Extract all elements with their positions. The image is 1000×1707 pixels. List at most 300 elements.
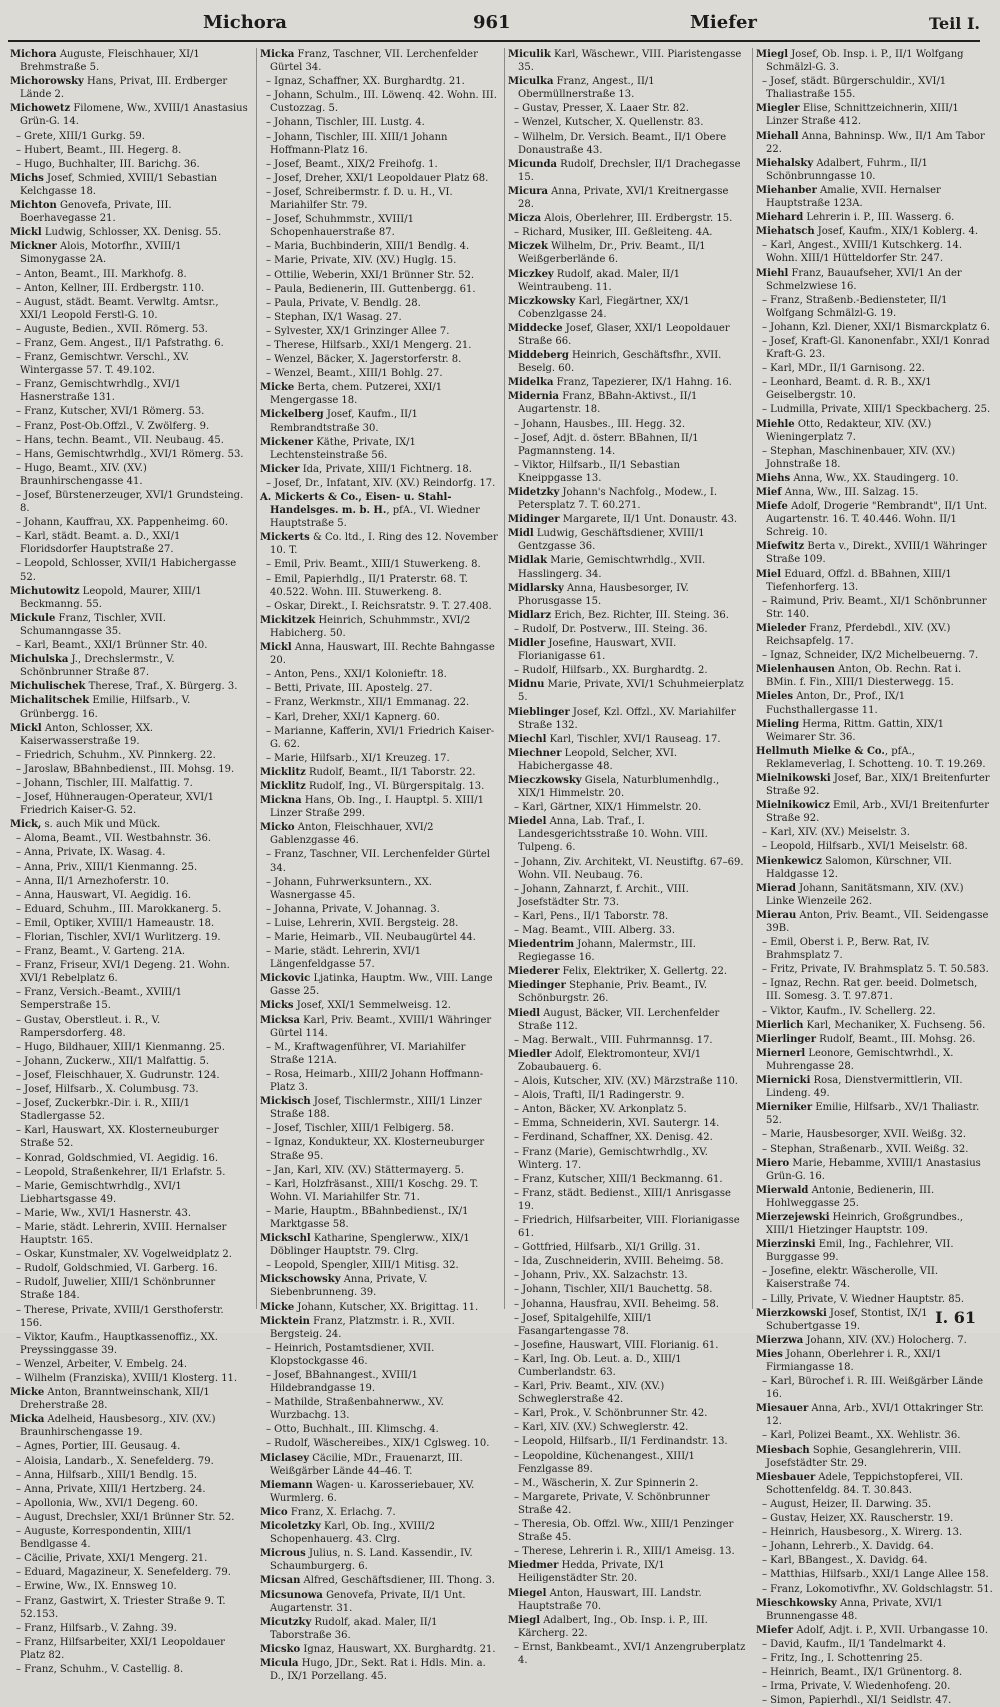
entry-details: Therese, Traf., X. Bürgerg. 3. [85, 681, 238, 693]
entry-details: Marie, Private, XVI/1 Schuhmeierplatz 5. [518, 679, 744, 704]
directory-entry [260, 48, 498, 74]
directory-entry [756, 1157, 994, 1183]
entry-details: – Betti, Private, III. Apostelg. 27. [266, 683, 433, 695]
directory-entry [508, 1614, 746, 1640]
entry-details: – Karl, Pens., II/1 Taborstr. 78. [514, 910, 669, 922]
directory-entry [756, 75, 994, 101]
directory-entry [10, 1386, 248, 1412]
directory-entry [10, 1663, 248, 1676]
directory-entry [508, 48, 746, 74]
directory-entry [260, 1164, 498, 1177]
directory-entry [756, 239, 994, 265]
directory-entry [508, 1587, 746, 1613]
entry-surname: Micura [508, 185, 548, 197]
entry-details: – Heinrich, Beamt., IX/1 Grünentorg. 8. [762, 1667, 963, 1679]
entry-details: – Marie, Ww., XVI/1 Hasnerstr. 43. [16, 1207, 192, 1219]
entry-surname: Mickl [10, 227, 42, 239]
entry-surname: Miehle [756, 418, 795, 430]
entry-surname: Mierzejewski [756, 1211, 830, 1223]
directory-entry [508, 1491, 746, 1517]
directory-entry [756, 1680, 994, 1693]
entry-details: – Erwine, Ww., IX. Ennsweg 10. [16, 1581, 177, 1593]
entry-details: Hugo, JDr., Sekt. Rat i. Hdls. Min. a. D., IX/1 Porzellang. 45. [270, 1657, 486, 1683]
directory-entry [10, 1166, 248, 1179]
entry-surname: Mief [756, 487, 782, 498]
entry-details: – Ignaz, Schneider, IX/2 Michelbeuerng. 7. [762, 650, 979, 662]
directory-entry [260, 573, 498, 599]
directory-entry [10, 420, 248, 433]
directory-entry [10, 199, 248, 225]
directory-entry [508, 582, 746, 608]
entry-details: – Franz, Gemischtwr. Verschl., XV. Wintergasse 57. T. 49.102. [16, 352, 189, 377]
entry-details: Antonie, Bedienerin, III. Hohlweggasse 25. [766, 1184, 935, 1209]
directory-entry [508, 527, 746, 553]
entry-surname: Mieleder [756, 622, 807, 634]
entry-surname: Miefe [756, 501, 788, 513]
directory-entry [508, 486, 746, 512]
directory-entry [756, 1638, 994, 1651]
entry-surname: Midinger [508, 514, 560, 526]
directory-entry [508, 678, 746, 704]
directory-entry [10, 1221, 248, 1247]
entry-details: – Marie, städt. Lehrerin, XVI/1 Längenfeldgasse 57. [266, 946, 422, 971]
directory-entry [10, 557, 248, 583]
directory-entry [508, 815, 746, 854]
entry-surname: Mielnikowski [756, 772, 831, 784]
entry-details: Marie, Gemischtwrhdlg., XVII. Hasslingerg. 34. [518, 555, 706, 580]
directory-entry [10, 1469, 248, 1482]
directory-entry [756, 294, 994, 320]
page-footer: I. 61 [935, 1308, 976, 1327]
directory-entry [508, 883, 746, 909]
entry-details: Wagen- u. Karosseriebauer, XV. Wurmlerg. 6. [270, 1479, 475, 1504]
directory-entry [756, 1597, 994, 1623]
directory-entry [508, 1269, 746, 1282]
entry-details: – Emil, Priv. Beamt., XIII/1 Stuwerkeng. 8. [266, 559, 481, 571]
directory-entry [10, 240, 248, 266]
entry-details: – Franz, Straßenb.-Bediensteter, II/1 Wolfgang Schmälzl-G. 19. [762, 294, 948, 319]
entry-details: Rudolf, Beamt., III. Mohsg. 26. [816, 1033, 976, 1045]
entry-details: Ljatinka, Hauptm. Ww., VIII. Lange Gasse 25. [270, 973, 493, 998]
entry-details: – Josef, städt. Bürgerschuldir., XVI/1 Thaliastraße 155. [762, 76, 947, 101]
entry-details: – Fritz, Ing., I. Schottenring 25. [762, 1652, 923, 1664]
entry-details: – Johanna, Private, V. Johannag. 3. [266, 903, 440, 915]
entry-details: – Eduard, Magazineur, X. Senefelderg. 79. [16, 1567, 231, 1579]
entry-details: – Franz, Werkmstr., XII/1 Emmanag. 22. [266, 697, 470, 709]
entry-details: – Heinrich, Hausbesorg., X. Wirerg. 13. [762, 1527, 963, 1539]
directory-entry [756, 1375, 994, 1401]
entry-details: Karl, Fiegärtner, XX/1 Cobenzlgasse 24. [518, 295, 690, 320]
entry-details: Anton, Priv. Beamt., VII. Seidengasse 39B. [766, 909, 989, 934]
directory-entry [260, 1041, 498, 1067]
entry-details: – Franz, Lokomotivfhr., XV. Goldschlagstr. 51. [762, 1583, 993, 1595]
directory-entry [260, 325, 498, 338]
directory-entry [260, 408, 498, 434]
entry-details: Adele, Teppichstopferei, VII. Schottenfeldg. 84. T. 30.843. [766, 1471, 964, 1496]
directory-entry [260, 558, 498, 571]
entry-details: – Karl, Ing. Ob. Leut. a. D., XIII/1 Cumberlandstr. 63. [514, 1353, 682, 1378]
entry-details: – August, städt. Beamt. Verwltg. Amtsr., XXI/1 Leopold Ferstl-G. 10. [16, 296, 219, 321]
directory-entry [756, 745, 994, 771]
entry-surname: Midlarz [508, 609, 552, 621]
directory-entry [260, 641, 498, 667]
entry-details: Anna, Bahninsp. Ww., II/1 Am Tabor 22. [766, 130, 985, 155]
directory-entry [10, 986, 248, 1012]
entry-details: Emil, Ing., Fachlehrer, VII. Burggasse 99. [766, 1239, 954, 1264]
entry-surname: Miel [756, 568, 782, 580]
entry-details: Eduard, Offzl. d. BBahnen, XIII/1 Tiefenhorferg. 13. [766, 568, 952, 593]
directory-entry [10, 282, 248, 295]
entry-details: – Therese, Hilfsarb., XXI/1 Mengerg. 21. [266, 339, 472, 351]
entry-details: – Karl, Angest., XVIII/1 Kutschkerg. 14. Wohn. XIII/1 Hütteldorfer Str. 247. [762, 240, 963, 265]
directory-entry [10, 1180, 248, 1206]
directory-entry [260, 876, 498, 902]
entry-details: – Ferdinand, Schaffner, XX. Denisg. 42. [514, 1132, 713, 1144]
directory-entry [756, 799, 994, 825]
directory-entry [10, 1304, 248, 1330]
entry-details: – Johann, Tischler, III. Malfattig. 7. [16, 777, 193, 789]
directory-entry [10, 777, 248, 790]
part-label: Teil I. [928, 14, 980, 33]
directory-entry [10, 791, 248, 817]
entry-details: Margarete, II/1 Unt. Donaustr. 43. [559, 514, 738, 526]
directory-entry [508, 349, 746, 375]
directory-entry [10, 612, 248, 638]
directory-entry [260, 725, 498, 751]
entry-details: Filomene, Ww., XVIII/1 Anastasius Grün-G. 14. [20, 103, 248, 128]
directory-entry [756, 1402, 994, 1428]
directory-entry [260, 116, 498, 129]
directory-entry [260, 1574, 498, 1587]
entry-details: Karl, Ob. Ing., XVIII/2 Schopenhauerg. 43. Clrg. [270, 1521, 435, 1546]
entry-details: – Wilhelm, Dr. Versich. Beamt., II/1 Obere Donaustraße 43. [514, 131, 727, 156]
directory-entry [260, 972, 498, 998]
entry-details: Karl, Wäschewr., VIII. Piaristengasse 35. [518, 49, 742, 74]
entry-details: – Karl, XIV. (XV.) Meiselstr. 3. [762, 827, 910, 839]
directory-entry [10, 172, 248, 198]
directory-entry [10, 917, 248, 930]
entry-details: Rudolf, akad. Maler, II/1 Taborstraße 36. [270, 1616, 438, 1641]
entry-details: – M., Wäscherin, X. Zur Spinnerin 2. [514, 1477, 699, 1489]
entry-details: Julius, n. S. Land. Kassendir., IV. Schaumburgerg. 6. [270, 1548, 473, 1573]
entry-details: – Johanna, Hausfrau, XVII. Beheimg. 58. [514, 1298, 719, 1310]
directory-entry [260, 600, 498, 613]
entry-surname: Mierzkowski [756, 1307, 827, 1319]
directory-entry [260, 1520, 498, 1546]
entry-details: Sophie, Gesanglehrerin, VIII. Josefstädter Str. 29. [766, 1444, 962, 1469]
directory-entry [756, 1293, 994, 1306]
entry-details: Franz, Tischler, XVII. Schumanngasse 35. [20, 612, 166, 637]
entry-surname: Micsko [260, 1643, 301, 1655]
entry-details: – Fritz, Private, IV. Brahmsplatz 5. T. 50.583. [762, 964, 989, 976]
entry-details: – Alois, Traftl, II/1 Radingerstr. 9. [514, 1090, 685, 1102]
column-1 [10, 48, 248, 1675]
entry-details: Amalie, XVII. Hernalser Hauptstraße 123A. [766, 184, 941, 210]
directory-entry [10, 1248, 248, 1261]
directory-entry [756, 1666, 994, 1679]
entry-details: Adolf, Drogerie "Rembrandt", II/1 Unt. Augartenstr. 16. T. 40.446. Wohn. II/1 Schreig. 10. [766, 501, 988, 539]
entry-details: Erich, Bez. Richter, III. Steing. 36. [551, 609, 729, 621]
directory-entry [10, 875, 248, 888]
entry-details: – Therese, Lehrerin i. R., XIII/1 Ameisg. 13. [514, 1546, 735, 1558]
directory-entry [260, 1396, 498, 1422]
entry-details: – Ernst, Bankbeamt., XVI/1 Anzengruberplatz 4. [514, 1641, 746, 1666]
entry-details: – Oskar, Kunstmaler, XV. Vogelweidplatz 2. [16, 1249, 232, 1261]
directory-entry [508, 185, 746, 211]
directory-entry [10, 226, 248, 239]
entry-details: – Stephan, Maschinenbauer, XIV. (XV.) Johnstraße 18. [762, 445, 956, 470]
entry-details: Herma, Rittm. Gattin, XIX/1 Weimarer Str. 36. [766, 718, 945, 743]
directory-entry [756, 649, 994, 662]
entry-details: – Maria, Buchbinderin, XIII/1 Bendlg. 4. [266, 241, 470, 253]
entry-details: – Franz, Versich.-Beamt., XVIII/1 Semperstraße 15. [16, 987, 183, 1012]
entry-details: Adalbert, Fuhrm., II/1 Schönbrunngasse 10. [766, 157, 928, 182]
entry-surname: Midlak [508, 555, 548, 567]
entry-details: Anton, Fleischhauer, XVI/2 Gablenzgasse 46. [270, 822, 434, 847]
directory-entry [756, 855, 994, 881]
directory-entry [508, 1241, 746, 1254]
entry-surname: Miegl [508, 1614, 541, 1626]
entry-surname: Micktein [260, 1315, 310, 1327]
entry-surname: Micunda [508, 158, 557, 170]
entry-details: Josef, XXI/1 Semmelweisg. 12. [293, 1000, 451, 1012]
directory-entry [10, 489, 248, 515]
entry-surname: Michs [10, 172, 44, 184]
directory-entry [756, 568, 994, 594]
entry-surname: Miechner [508, 747, 562, 759]
entry-details: Franz, Platzmstr. i. R., XVII. Bergsteig. 24. [270, 1315, 455, 1340]
entry-details: – Josef, Spitalgehilfe, XIII/1 Fasangartengasse 78. [514, 1312, 653, 1337]
entry-details: Ludwig, Schlosser, XX. Denisg. 55. [41, 227, 222, 239]
directory-entry [508, 1214, 746, 1240]
directory-entry [10, 296, 248, 322]
entry-surname: Micklitz [260, 780, 306, 792]
entry-details: Anna, Lab. Traf., I. Landesgerichtsstraße 10. Wohn. VIII. Tulpeng. 6. [518, 816, 708, 854]
entry-details: Anna, Hauswart, III. Rechte Bahngasse 20. [270, 642, 495, 667]
entry-surname: Miegel [508, 1587, 547, 1599]
entry-details: – Josef, Zuckerbkr.-Dir. i. R., XIII/1 Stadlergasse 52. [16, 1098, 190, 1123]
entry-details: Franz, X. Erlachg. 7. [287, 1506, 396, 1518]
directory-entry [10, 1207, 248, 1220]
directory-entry [508, 1477, 746, 1490]
entry-details: – Franz (Marie), Gemischtwrhdlg., XV. Winterg. 17. [514, 1146, 708, 1171]
directory-entry [10, 1083, 248, 1096]
entry-details: Karl, Tischler, XVI/1 Rauseag. 17. [546, 733, 721, 745]
entry-details: Karl, Mechaniker, X. Fuchseng. 56. [803, 1019, 986, 1031]
directory-entry [10, 434, 248, 447]
entry-details: – Franz, Friseur, XVI/1 Degeng. 21. Wohn. XVI/1 Rebelplatz 6. [16, 960, 230, 985]
entry-details: Anna, Private, XVI/1 Brunnengasse 48. [766, 1597, 944, 1622]
entry-details: Rudolf, Ing., VI. Bürgerspitalg. 13. [305, 780, 485, 792]
directory-entry [508, 938, 746, 964]
directory-entry [260, 1547, 498, 1573]
directory-entry [10, 653, 248, 679]
directory-entry [508, 924, 746, 937]
entry-details: – Rosa, Heimarb., XIII/2 Johann Hoffmann-Platz 3. [266, 1068, 484, 1094]
directory-entry [756, 1334, 994, 1347]
directory-entry [260, 1342, 498, 1368]
entry-details: – Leonhard, Beamt. d. R. B., XX/1 Geiselbergstr. 10. [762, 377, 932, 402]
entry-surname: A. Mickerts & Co., Eisen- u. Stahl-Handelsges. m. b. H. [260, 492, 452, 517]
directory-entry [10, 945, 248, 958]
directory-entry [260, 367, 498, 380]
entry-surname: Mielenhausen [756, 664, 835, 676]
entry-surname: Mickisch [260, 1096, 311, 1108]
directory-entry [10, 889, 248, 902]
directory-entry [756, 1694, 994, 1707]
entry-details: Karl, Priv. Beamt., XVIII/1 Währinger Gürtel 114. [270, 1014, 492, 1039]
directory-entry [260, 213, 498, 239]
entry-details: – Josef, Fleischhauer, X. Gudrunstr. 124. [16, 1069, 220, 1081]
entry-surname: Mieling [756, 718, 800, 730]
entry-surname: Micoletzky [260, 1521, 321, 1533]
directory-entry [10, 680, 248, 693]
entry-surname: Miesbauer [756, 1471, 816, 1483]
entry-details: – Rudolf, Hilfsarb., XX. Burghardtg. 2. [514, 665, 708, 677]
entry-details: Adolf, Elektromonteur, XVI/1 Zobaubauerg. 6. [518, 1048, 702, 1073]
directory-entry [260, 696, 498, 709]
entry-surname: Michowetz [10, 103, 71, 115]
entry-surname: Miernerl [756, 1047, 806, 1059]
directory-entry [508, 513, 746, 526]
directory-entry [10, 1069, 248, 1082]
directory-entry [10, 903, 248, 916]
entry-surname: Mickule [10, 612, 56, 624]
directory-entry [756, 102, 994, 128]
entry-surname: Midlarsky [508, 582, 564, 594]
directory-entry [260, 917, 498, 930]
directory-entry [508, 75, 746, 101]
entry-surname: Miedl [508, 1007, 541, 1019]
entry-details: – Florian, Tischler, XVI/1 Wurlitzerg. 19. [16, 932, 221, 943]
directory-entry [10, 323, 248, 336]
directory-entry [756, 130, 994, 156]
entry-details: – Josef, Hilfsarb., X. Columbusg. 73. [16, 1084, 199, 1096]
directory-entry [10, 861, 248, 874]
directory-entry [756, 540, 994, 566]
directory-entry [508, 1173, 746, 1186]
entry-surname: Micsunowa [260, 1589, 323, 1601]
directory-entry [260, 931, 498, 944]
directory-entry [10, 530, 248, 556]
entry-details: Berta v., Direkt., XVIII/1 Währinger Straße 109. [766, 541, 987, 566]
directory-entry [508, 1339, 746, 1352]
entry-details: – Josef, Tischler, XIII/1 Felbigerg. 58. [266, 1123, 454, 1135]
directory-entry [756, 963, 994, 976]
entry-details: – Auguste, Korrespondentin, XIII/1 Bendlgasse 4. [16, 1526, 193, 1551]
entry-surname: Mico [260, 1506, 288, 1518]
entry-details: – Franz, Hilfsarbeiter, XXI/1 Leopoldauer Platz 82. [16, 1636, 225, 1661]
directory-entry [10, 818, 248, 831]
entry-details: – Anna, II/1 Arnezhoferstr. 10. [16, 875, 169, 887]
directory-entry [756, 1184, 994, 1210]
entry-details: – Franz, Schuhm., V. Castellig. 8. [16, 1663, 184, 1675]
directory-entry [10, 959, 248, 985]
entry-details: – Oskar, Direkt., I. Reichsratstr. 9. T. 27.408. [266, 600, 492, 612]
entry-surname: Mieczkowsky [508, 774, 582, 786]
directory-entry [10, 1440, 248, 1453]
directory-entry [508, 1353, 746, 1379]
entry-surname: Miefer [756, 1624, 794, 1636]
directory-entry [10, 1014, 248, 1040]
directory-entry [508, 1117, 746, 1130]
entry-details: Leopold, Selcher, XVI. Habichergasse 48. [518, 747, 678, 772]
directory-entry [756, 1211, 994, 1237]
entry-surname: Middeberg [508, 350, 569, 362]
entry-details: Wilhelm, Dr., Priv. Beamt., II/1 Weißgerberlände 6. [518, 241, 706, 266]
entry-details: Josef, Glaser, XXI/1 Leopoldauer Straße 66. [518, 322, 730, 347]
entry-surname: Miehall [756, 130, 799, 142]
directory-entry [508, 706, 746, 732]
entry-details: – Wenzel, Arbeiter, V. Embelg. 24. [16, 1358, 188, 1370]
entry-details: – Anna, Private, XIII/1 Hertzberg. 24. [16, 1483, 206, 1495]
entry-details: s. auch Mik und Mück. [41, 819, 161, 831]
entry-surname: Miehs [756, 472, 791, 484]
entry-surname: Miedel [508, 816, 547, 828]
entry-details: – Josef, Dr., Infatant, XIV. (XV.) Reindorfg. 17. [266, 477, 496, 489]
directory-entry [10, 749, 248, 762]
entry-surname: Mierniker [756, 1102, 813, 1114]
entry-surname: Mierzwa [756, 1334, 804, 1346]
directory-entry [756, 376, 994, 402]
entry-details: – Josefine, elektr. Wäscherolle, VII. Kaiserstraße 74. [762, 1266, 939, 1291]
entry-details: – Karl, Dreher, XXI/1 Kapnerg. 60. [266, 711, 440, 723]
entry-surname: Mickitzek [260, 614, 316, 626]
entry-surname: Michorowsky [10, 76, 84, 88]
entry-details: , pfA., VI. Wiedner Hauptstraße 5. [270, 505, 480, 530]
entry-surname: Miederer [508, 966, 560, 978]
entry-details: – Franz, Taschner, VII. Lerchenfelder Gürtel 34. [266, 849, 491, 874]
directory-entry [260, 240, 498, 253]
entry-details: Marie, Hebamme, XVIII/1 Anastasius Grün-G. 16. [766, 1157, 981, 1182]
directory-entry [508, 212, 746, 225]
entry-details: – Leopold, Hilfsarb., XVI/1 Meiselstr. 68. [762, 841, 968, 853]
entry-details: Rosa, Dienstvermittlerin, VII. Lindeng. 49. [766, 1075, 963, 1100]
entry-details: – Josef, Hühneraugen-Operateur, XVI/1 Friedrich Kaiser-G. 52. [16, 792, 214, 817]
entry-details: – Jaroslaw, BBahnbedienst., III. Mohsg. 19. [16, 763, 235, 775]
entry-details: – Franz, Gem. Angest., II/1 Pafstrathg. 6. [16, 337, 224, 349]
directory-entry [508, 733, 746, 746]
entry-details: – Rudolf, Wäschereibes., XIX/1 Cglsweg. 10. [266, 1438, 490, 1450]
directory-entry [260, 848, 498, 874]
entry-details: Anton, Ob. Rechn. Rat i. BMin. f. Fin., XIII/1 Diesterwegg. 15. [766, 664, 962, 689]
entry-surname: Miculik [508, 49, 551, 60]
entry-details: – Paula, Bedienerin, III. Guttenbergg. 61. [266, 283, 476, 295]
directory-entry [508, 158, 746, 184]
entry-details: – Matthias, Hilfsarb., XXI/1 Lange Allee 158. [762, 1569, 989, 1581]
entry-details: Gisela, Naturblumenhdlg., XIX/1 Himmelstr. 20. [518, 774, 720, 800]
directory-entry [260, 381, 498, 407]
entry-surname: Mickl [10, 722, 42, 734]
directory-entry [508, 1435, 746, 1448]
directory-entry [508, 1380, 746, 1406]
entry-details: – Johann, Tischler, XII/1 Bauchettg. 58. [514, 1284, 713, 1296]
entry-details: Alfred, Geschäftsdiener, III. Thong. 3. [300, 1575, 495, 1587]
entry-surname: Michulska [10, 654, 69, 666]
directory-entry [260, 1479, 498, 1505]
entry-details: – Marie, Private, XIV. (XV.) Huglg. 15. [266, 255, 457, 267]
entry-details: – Ignaz, Schaffner, XX. Burghardtg. 21. [266, 76, 465, 88]
entry-details: – Josef, Schreibermstr. f. D. u. H., VI. Mariahilfer Str. 79. [266, 186, 453, 212]
entry-details: – Gottfried, Hilfsarb., XI/1 Grillg. 31. [514, 1242, 701, 1254]
entry-details: – Eduard, Schuhm., III. Marokkanerg. 5. [16, 903, 222, 915]
entry-details: Anna, Ww., III. Salzag. 15. [781, 487, 919, 498]
entry-details: – Karl, XIV. (XV.) Schweglerstr. 42. [514, 1422, 689, 1434]
entry-surname: Midler [508, 638, 546, 650]
directory-entry [756, 1047, 994, 1073]
entry-surname: Michalitschek [10, 695, 90, 707]
directory-entry [260, 1273, 498, 1299]
